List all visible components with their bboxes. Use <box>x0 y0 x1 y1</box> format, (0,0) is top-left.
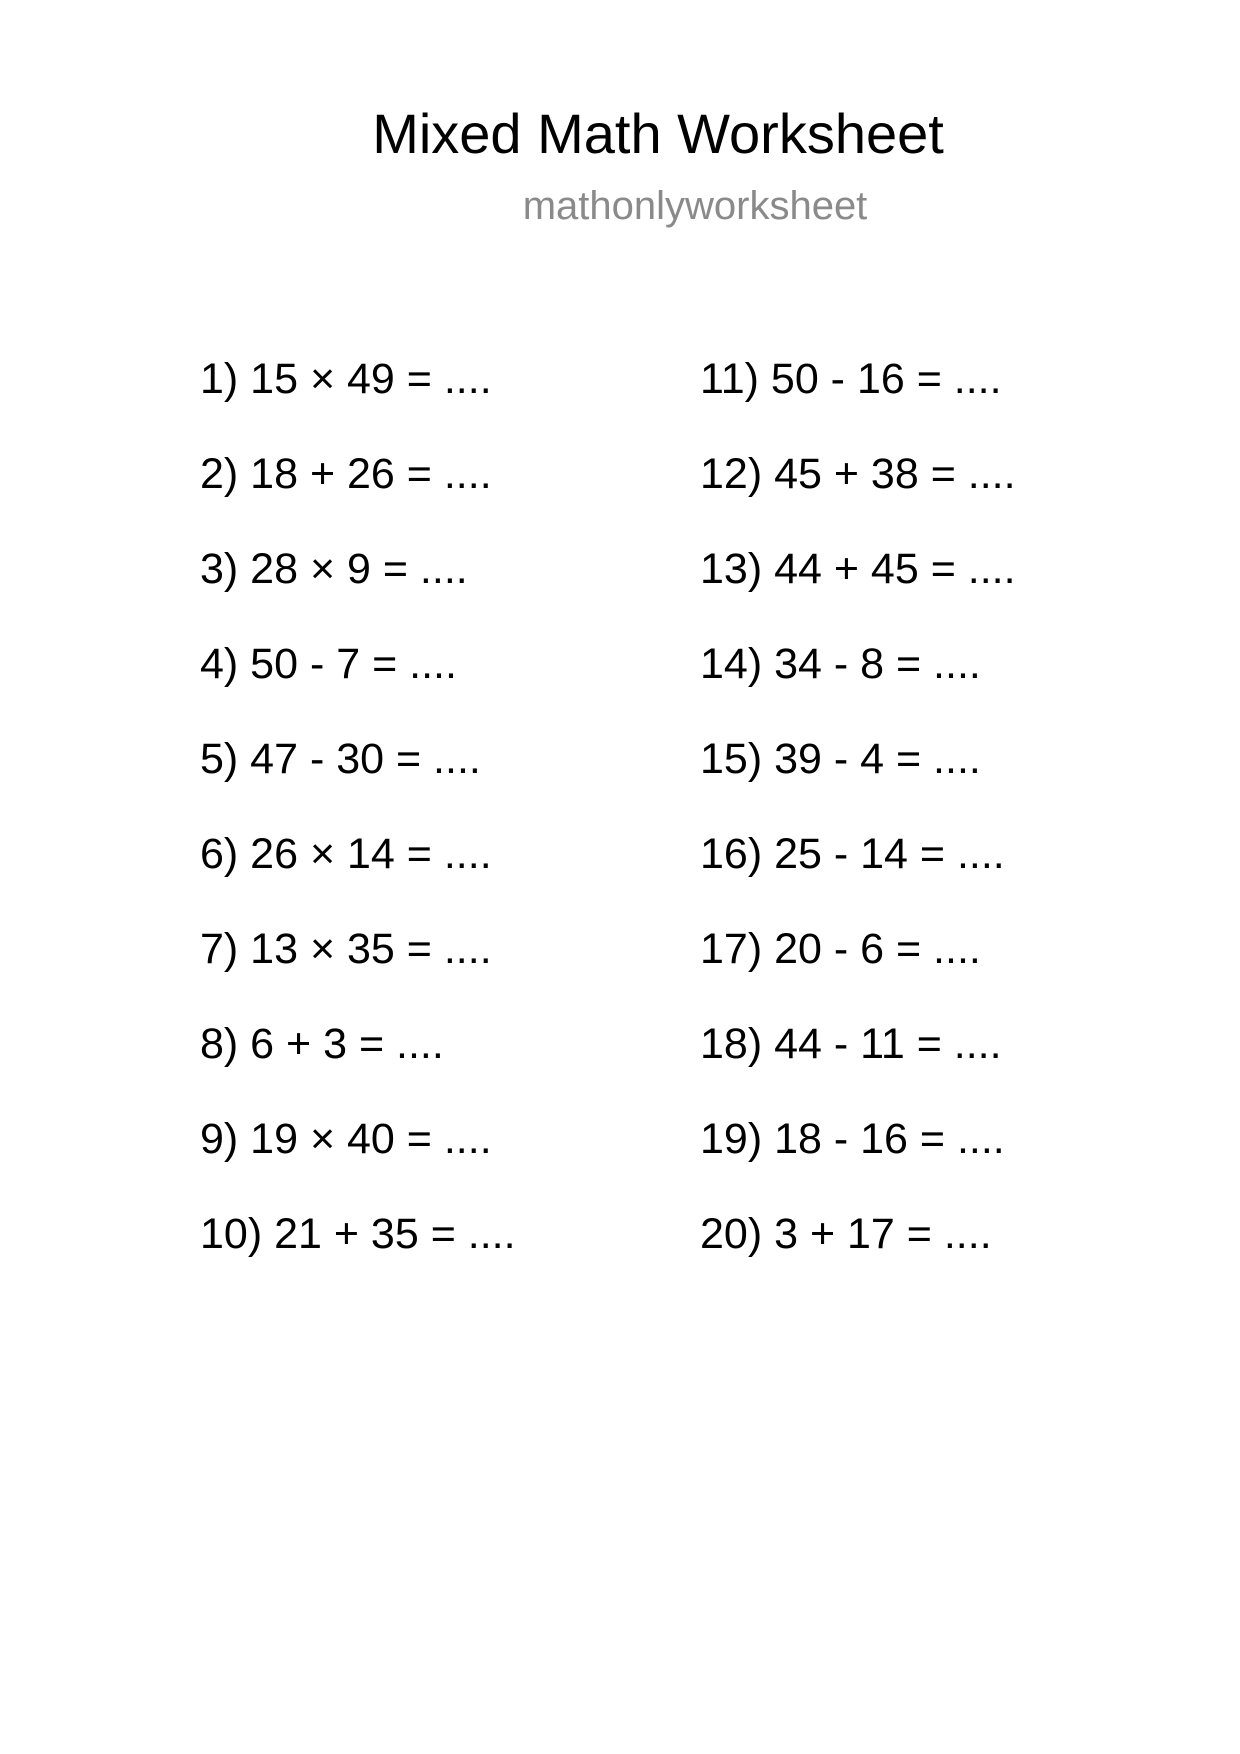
problem-item: 20) 3 + 17 = .... <box>700 1210 992 1258</box>
problem-item: 8) 6 + 3 = .... <box>200 1020 444 1068</box>
problem-column-right <box>700 354 1220 1304</box>
problem-item: 11) 50 - 16 = .... <box>700 355 1002 403</box>
problem-item: 3) 28 × 9 = .... <box>200 545 468 593</box>
problem-item: 17) 20 - 6 = .... <box>700 925 981 973</box>
problem-item: 14) 34 - 8 = .... <box>700 640 981 688</box>
problem-item: 18) 44 - 11 = .... <box>700 1020 1002 1068</box>
problem-item: 15) 39 - 4 = .... <box>700 735 981 783</box>
problem-column-left <box>200 354 720 1304</box>
problem-item: 1) 15 × 49 = .... <box>200 355 492 403</box>
problem-item: 19) 18 - 16 = .... <box>700 1115 1005 1163</box>
worksheet-subtitle: mathonlyworksheet <box>522 184 868 228</box>
worksheet-title: Mixed Math Worksheet <box>372 102 944 165</box>
problem-item: 16) 25 - 14 = .... <box>700 830 1005 878</box>
problem-item: 12) 45 + 38 = .... <box>700 450 1016 498</box>
problem-item: 7) 13 × 35 = .... <box>200 925 492 973</box>
problem-item: 4) 50 - 7 = .... <box>200 640 457 688</box>
problem-item: 2) 18 + 26 = .... <box>200 450 492 498</box>
problem-item: 5) 47 - 30 = .... <box>200 735 481 783</box>
problem-item: 10) 21 + 35 = .... <box>200 1210 516 1258</box>
problem-item: 6) 26 × 14 = .... <box>200 830 492 878</box>
problem-item: 9) 19 × 40 = .... <box>200 1115 492 1163</box>
problem-item: 13) 44 + 45 = .... <box>700 545 1016 593</box>
